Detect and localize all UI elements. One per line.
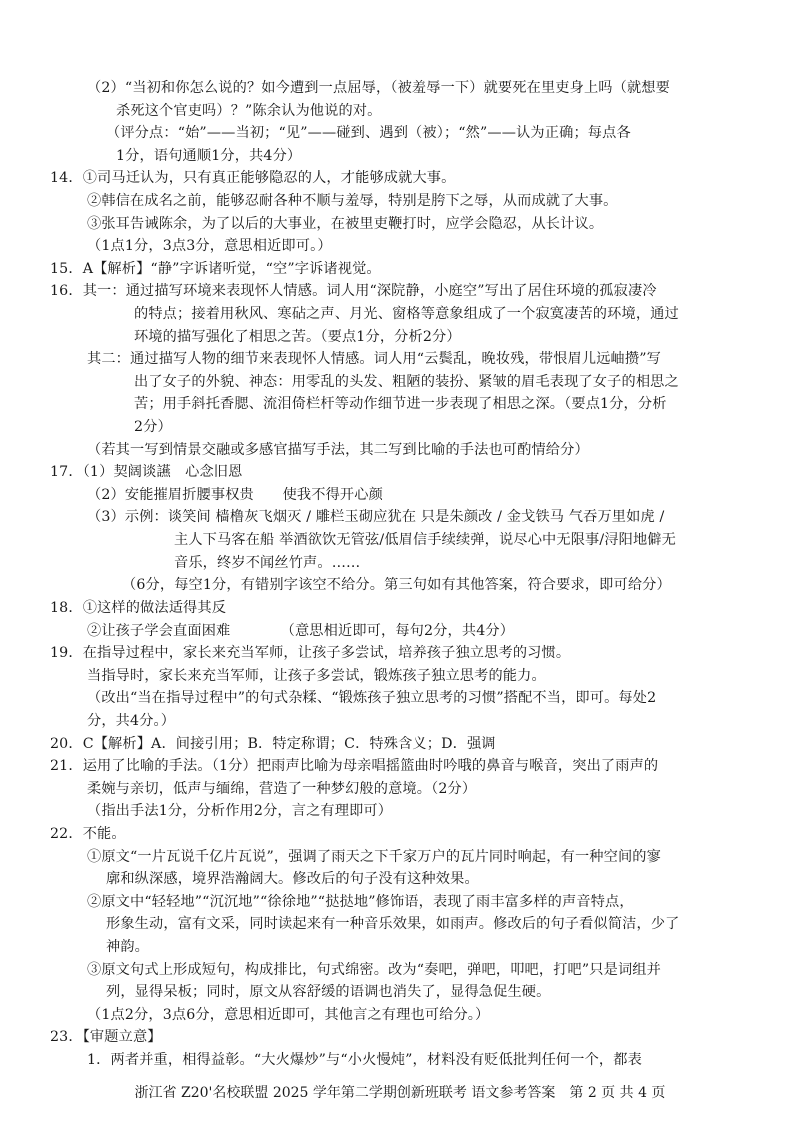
text-line: 杀死这个官吏吗）？”陈余认为他说的对。: [116, 102, 382, 119]
text-line: 15．A【解析】“静”字诉诸听觉，“空”字诉诸视觉。: [50, 260, 381, 277]
text-line: 神韵。: [106, 938, 150, 955]
text-line: 16．其一：通过描写环境来表现怀人情感。词人用“深院静，小庭空”写出了居住环境的孤寂凄冷: [50, 283, 657, 300]
text-line: （1点1分，3点3分，意思相近即可。）: [87, 238, 332, 255]
text-line: 2分）: [134, 419, 172, 436]
text-line: 当指导时，家长来充当军师，让孩子多尝试，锻炼孩子独立思考的能力。: [87, 667, 546, 684]
text-line: ③原文句式上形成短句，构成排比，句式绵密。改为“奏吧，弹吧，叩吧，打吧”只是词组并: [87, 961, 661, 978]
text-line: ②原文中“轻轻地”“沉沉地”“徐徐地”“挞挞地”修饰语，表现了雨丰富多样的声音特点，: [87, 893, 634, 910]
text-line: （2）安能摧眉折腰事权贵 使我不得开心颜: [87, 486, 383, 503]
text-line: 形象生动，富有文采，同时读起来有一种音乐效果，如雨声。修改后的句子看似简洁，少了: [106, 916, 680, 933]
text-line: 苦；用手斜托香腮、流泪倚栏杆等动作细节进一步表现了相思之深。（要点1分，分析: [134, 396, 667, 413]
text-line: （指出手法1分，分析作用2分，言之有理即可）: [87, 803, 393, 820]
text-line: 1．两者并重，相得益彰。“大火爆炒”与“小火慢炖”，材料没有贬低批判任何一个，都表: [87, 1052, 642, 1068]
text-line: 主人下马客在船 举酒欲饮无管弦/低眉信手续续弹，说尽心中无限事/浔阳地僻无: [174, 532, 676, 549]
text-line: 列，显得呆板；同时，原文从容舒缓的语调也消失了，显得急促生硬。: [106, 984, 551, 1001]
text-line: 23．【审题立意】: [50, 1029, 162, 1046]
text-line: （6分，每空1分，有错别字该空不给分。第三句如有其他答案，符合要求，即可给分）: [122, 577, 671, 594]
text-line: 分，共4分。）: [87, 712, 176, 729]
text-line: （1点2分，3点6分，意思相近即可，其他言之有理也可给分。）: [87, 1006, 490, 1023]
text-line: （改出“当在指导过程中”的句式杂糅、“锻炼孩子独立思考的习惯”搭配不当，即可。每处2: [87, 690, 657, 707]
text-line: （2）“当初和你怎么说的？如今遭到一点屈辱，（被羞辱一下）就要死在里吏身上吗（就想要: [87, 80, 670, 96]
text-line: 17．（1）契阔谈讌 心念旧恩: [50, 464, 243, 481]
text-line: 20．C【解析】A．间接引用；B．特定称谓；C．特殊含义；D．强调: [50, 735, 496, 752]
text-line: 14．①司马迁认为，只有真正能够隐忍的人，才能够成就大事。: [50, 170, 456, 187]
text-line: 的特点；接着用秋风、寒砧之声、月光、窗格等意象组成了一个寂寞凄苦的环境，通过: [134, 306, 679, 323]
text-line: 环境的描写强化了相思之苦。（要点1分，分析2分）: [134, 328, 461, 345]
text-line: 1分，语句通顺1分，共4分）: [116, 147, 302, 164]
text-line: ②让孩子学会直面困难 （意思相近即可，每句2分，共4分）: [87, 622, 515, 639]
text-line: 21．运用了比喻的手法。（1分）把雨声比喻为母亲唱摇篮曲时吟哦的鼻音与喉音，突出了雨声的: [50, 758, 659, 775]
text-line: 22．不能。: [50, 825, 126, 842]
text-line: ①原文“一片瓦说千亿片瓦说”，强调了雨天之下千家万户的瓦片同时响起，有一种空间的寥: [87, 848, 661, 865]
text-line: （评分点：“始”——当初；“见”——碰到、遇到（被）；“然”——认为正确；每点各: [106, 125, 631, 142]
text-line: 其二：通过描写人物的细节来表现怀人情感。词人用“云鬓乱，晚妆残，带恨眉儿远岫攒”写: [87, 351, 661, 368]
text-line: 音乐，终岁不闻丝竹声。……: [174, 554, 361, 571]
text-line: ③张耳告诫陈余，为了以后的大事业，在被里吏鞭打时，应学会隐忍，从长计议。: [87, 215, 604, 232]
text-line: 柔婉与亲切，低声与缅绵，营造了一种梦幻般的意境。（2分）: [87, 780, 477, 797]
text-line: 出了女子的外貌、神态：用零乱的头发、粗陋的装扮、紧皱的眉毛表现了女子的相思之: [134, 373, 679, 390]
text-line: 19．在指导过程中，家长来充当军师，让孩子多尝试，培养孩子独立思考的习惯。: [50, 645, 571, 662]
text-line: ②韩信在成名之前，能够忍耐各种不顺与羞辱，特别是胯下之辱，从而成就了大事。: [87, 193, 618, 210]
text-line: （若其一写到情景交融或多感官描写手法，其二写到比喻的手法也可酌情给分）: [87, 441, 589, 458]
text-line: 18．①这样的做法适得其反: [50, 599, 227, 616]
page-footer: 浙江省 Z20'名校联盟 2025 学年第二学期创新班联考 语文参考答案 第 2 页 共 4 页: [134, 1085, 666, 1101]
text-line: 廓和纵深感，境界浩瀚阔大。修改后的句子没有这种效果。: [106, 871, 479, 888]
text-line: （3）示例：谈笑间 樯橹灰飞烟灭 / 雕栏玉砌应犹在 只是朱颜改 / 金戈铁马 气吞万里如虎 /: [87, 509, 665, 526]
